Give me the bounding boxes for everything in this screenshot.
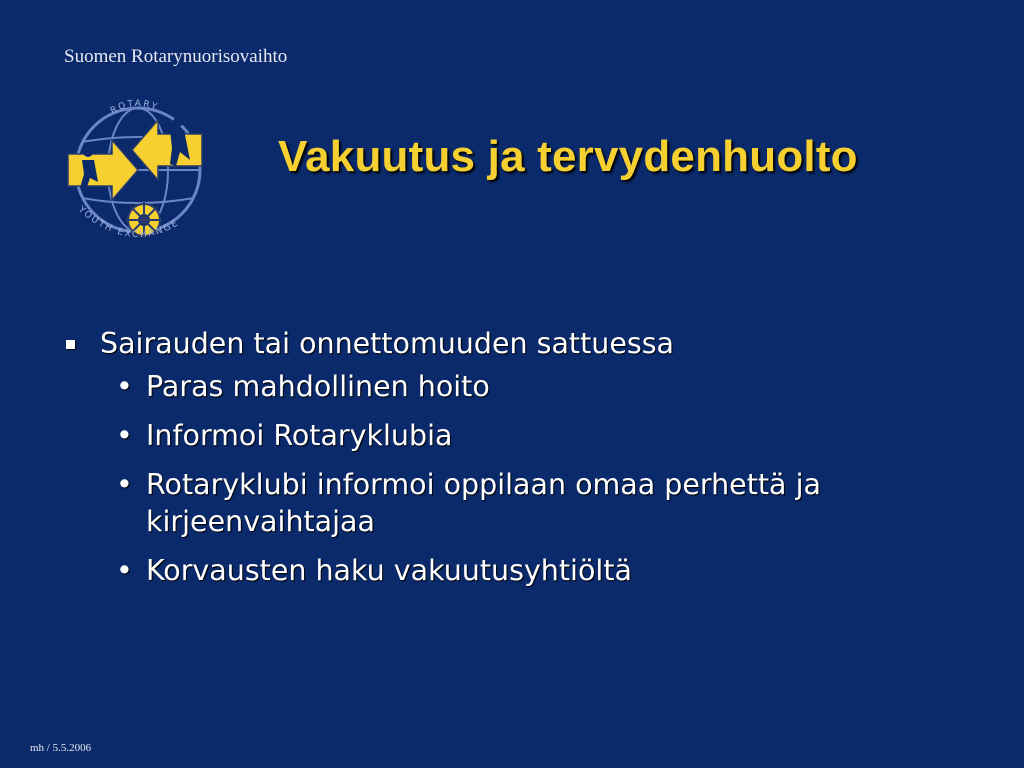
sub-bullet-text: Paras mahdollinen hoito: [146, 370, 490, 403]
sub-bullet: [60, 417, 980, 454]
sub-bullet-text: Rotaryklubi informoi oppilaan omaa perhettä ja kirjeenvaihtajaa: [146, 468, 821, 538]
sub-bullet-text: Korvausten haku vakuutusyhtiöltä: [146, 554, 632, 587]
logo-text-bottom: YOUTH EXCHANGE: [76, 204, 182, 241]
sub-bullet-text: Informoi Rotaryklubia: [146, 419, 453, 452]
sub-bullet: [60, 552, 980, 589]
logo-text-top: ROTARY: [108, 98, 160, 117]
slide-title: Vakuutus ja tervydenhuolto: [278, 132, 858, 181]
bullet-dot: •: [116, 468, 133, 501]
bullet-dot: •: [116, 370, 133, 403]
sub-bullet: [60, 368, 980, 405]
slide-content: [60, 322, 980, 589]
main-bullet-text: Sairauden tai onnettomuuden sattuessa: [100, 327, 675, 360]
footer-text: mh / 5.5.2006: [30, 742, 92, 754]
square-bullet-icon: [66, 340, 75, 349]
sub-bullet: [60, 466, 980, 540]
rotary-youth-exchange-logo: [60, 92, 210, 257]
bullet-dot: •: [116, 554, 133, 587]
bullet-dot: •: [116, 419, 133, 452]
organization-name: Suomen Rotarynuorisovaihto: [64, 46, 288, 67]
main-bullet: [60, 322, 980, 366]
